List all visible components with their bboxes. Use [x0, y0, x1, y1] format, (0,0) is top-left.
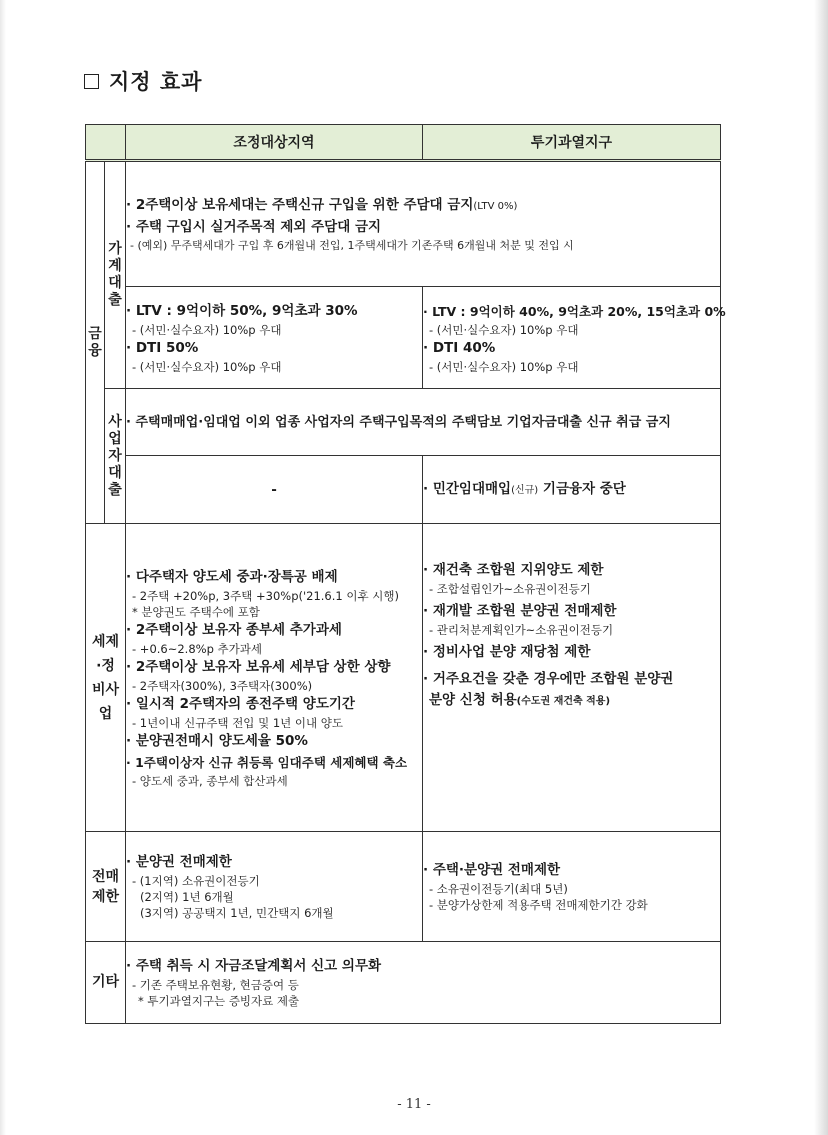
tax-left-b4: · 일시적 2주택자의 종전주택 양도기간	[126, 695, 355, 712]
household-left-ltv-sub: - (서민·실수요자) 10%p 우대	[132, 322, 282, 337]
page-title-text: 지정 효과	[109, 70, 203, 94]
tax-right-b4-small: (수도권 재건축 적용)	[516, 696, 611, 707]
business-split-row	[86, 456, 721, 524]
checkbox-square-icon	[84, 74, 99, 89]
tax-left-b1-s2: * 분양권도 주택수에 포함	[132, 604, 260, 619]
business-right-cell	[423, 456, 721, 524]
tax-left-b6-s1: - 양도세 중과, 종부세 합산과세	[132, 773, 288, 788]
business-left-cell	[126, 456, 423, 524]
label-business-loan	[105, 389, 126, 524]
household-right-ltv: · LTV : 9억이하 40%, 9억초과 20%, 15억초과 0%	[423, 303, 726, 319]
label-other	[86, 942, 126, 1024]
tax-right-b2-s1: - 관리처분계획인가~소유권이전등기	[429, 623, 614, 637]
header-adjustment-area: 조정대상지역	[126, 125, 423, 161]
resale-left-b1: · 분양권 전매제한	[126, 854, 232, 870]
label-resale-restriction	[86, 832, 126, 942]
tax-right-b3: · 정비사업 분양 재당첨 제한	[423, 644, 591, 660]
household-shared-b2: · 주택 구입시 실거주목적 제외 주담대 금지	[126, 218, 382, 235]
tax-right-b1-s1: - 조합설립인가~소유권이전등기	[429, 582, 591, 596]
resale-left-cell	[126, 832, 423, 942]
business-right-small: (신규)	[511, 484, 539, 496]
other-s2: * 투기과열지구는 증빙자료 제출	[138, 994, 300, 1008]
tax-left-b1-s1: - 2주택 +20%p, 3주택 +30%p('21.6.1 이후 시행)	[132, 588, 399, 603]
household-shared-s1: - (예외) 무주택세대가 구입 후 6개월내 전입, 1주택세대가 기존주택 6개월내 처분 및 전입 시	[130, 238, 574, 252]
tax-left-b3-s1: - 2주택자(300%), 3주택자(300%)	[132, 678, 313, 693]
header-row	[86, 125, 721, 161]
household-left-dti: · DTI 50%	[126, 339, 199, 356]
label-business-text: 사업자대출	[108, 413, 122, 498]
header-overheated-zone: 투기과열지구	[423, 125, 721, 161]
tax-right-b1: · 재건축 조합원 지위양도 제한	[423, 562, 604, 578]
other-cell	[126, 942, 721, 1024]
tax-left-b4-s1: - 1년이내 신규주택 전입 및 1년 이내 양도	[132, 715, 344, 730]
resale-left-s1: - (1지역) 소유권이전등기	[132, 874, 260, 888]
label-tax-redevelopment	[86, 524, 126, 832]
tax-row	[86, 524, 721, 832]
tax-left-cell	[126, 524, 423, 832]
household-right-dti-sub: - (서민·실수요자) 10%p 우대	[429, 359, 579, 374]
label-household-loan	[105, 161, 126, 389]
resale-right-cell	[423, 832, 721, 942]
business-right-b: 기금융자 중단	[538, 480, 626, 497]
resale-row	[86, 832, 721, 942]
tax-right-b4: · 거주요건을 갖춘 경우에만 조합원 분양권	[423, 671, 674, 687]
household-left-dti-sub: - (서민·실수요자) 10%p 우대	[132, 359, 282, 374]
other-s1: - 기존 주택보유현황, 현금증여 등	[132, 978, 299, 992]
household-left-cell	[126, 287, 423, 389]
resale-right-s2: - 분양가상한제 적용주택 전매제한기간 강화	[429, 898, 648, 912]
household-right-ltv-sub: - (서민·실수요자) 10%p 우대	[429, 322, 579, 337]
resale-left-s3: (3지역) 공공택지 1년, 민간택지 6개월	[140, 906, 334, 920]
business-shared-row	[86, 389, 721, 456]
resale-right-b1: · 주택·분양권 전매제한	[423, 862, 561, 878]
tax-left-b1: · 다주택자 양도세 중과·장특공 배제	[126, 568, 338, 585]
page-number: - 11 -	[397, 1097, 431, 1112]
page-edge-right	[814, 0, 828, 1135]
tax-left-b5: · 분양권전매시 양도세율 50%	[126, 732, 308, 749]
business-shared-cell	[126, 389, 721, 456]
business-left-text: -	[271, 481, 277, 498]
label-resale-text: 전매제한	[91, 868, 120, 905]
tax-left-b6: · 1주택이상자 신규 취등록 임대주택 세제혜택 축소	[126, 754, 408, 770]
household-shared-b1: · 2주택이상 보유세대는 주택신규 구입을 위한 주담대 금지	[126, 196, 474, 213]
page-title	[84, 66, 202, 96]
household-shared-row	[86, 161, 721, 287]
designation-effects-table	[85, 124, 726, 1024]
tax-left-b3: · 2주택이상 보유자 보유세 세부담 상한 상향	[126, 658, 391, 675]
tax-left-b2-s1: - +0.6~2.8%p 추가과세	[132, 641, 262, 656]
label-other-text: 기타	[91, 974, 120, 990]
page-edge-left	[0, 0, 6, 1135]
household-shared-cell	[126, 161, 721, 287]
household-left-ltv: · LTV : 9억이하 50%, 9억초과 30%	[126, 302, 358, 319]
other-row	[86, 942, 721, 1024]
other-b1: · 주택 취득 시 자금조달계획서 신고 의무화	[126, 958, 382, 974]
household-right-dti: · DTI 40%	[423, 339, 496, 356]
label-finance-text: 금융	[88, 325, 102, 359]
household-ltv-row	[86, 287, 721, 389]
header-empty	[86, 125, 126, 161]
tax-right-b2: · 재개발 조합원 분양권 전매제한	[423, 603, 617, 619]
tax-right-b4-line2: 분양 신청 허용	[429, 692, 517, 708]
business-shared-text: · 주택매매업·임대업 이외 업종 사업자의 주택구입목적의 주택담보 기업자금대출 신규 취급 금지	[126, 414, 671, 430]
tax-right-cell	[423, 524, 721, 832]
household-right-cell	[423, 287, 726, 389]
household-shared-b1-small: (LTV 0%)	[473, 200, 518, 212]
label-household-text: 가계대출	[108, 241, 122, 308]
resale-right-s1: - 소유권이전등기(최대 5년)	[429, 882, 568, 896]
label-finance	[86, 161, 105, 524]
label-tax-text: 세제·정비사업	[91, 633, 120, 722]
resale-left-s2: (2지역) 1년 6개월	[140, 890, 234, 904]
tax-left-b2: · 2주택이상 보유자 종부세 추가과세	[126, 621, 342, 638]
business-right-a: · 민간임대매입	[423, 480, 512, 497]
